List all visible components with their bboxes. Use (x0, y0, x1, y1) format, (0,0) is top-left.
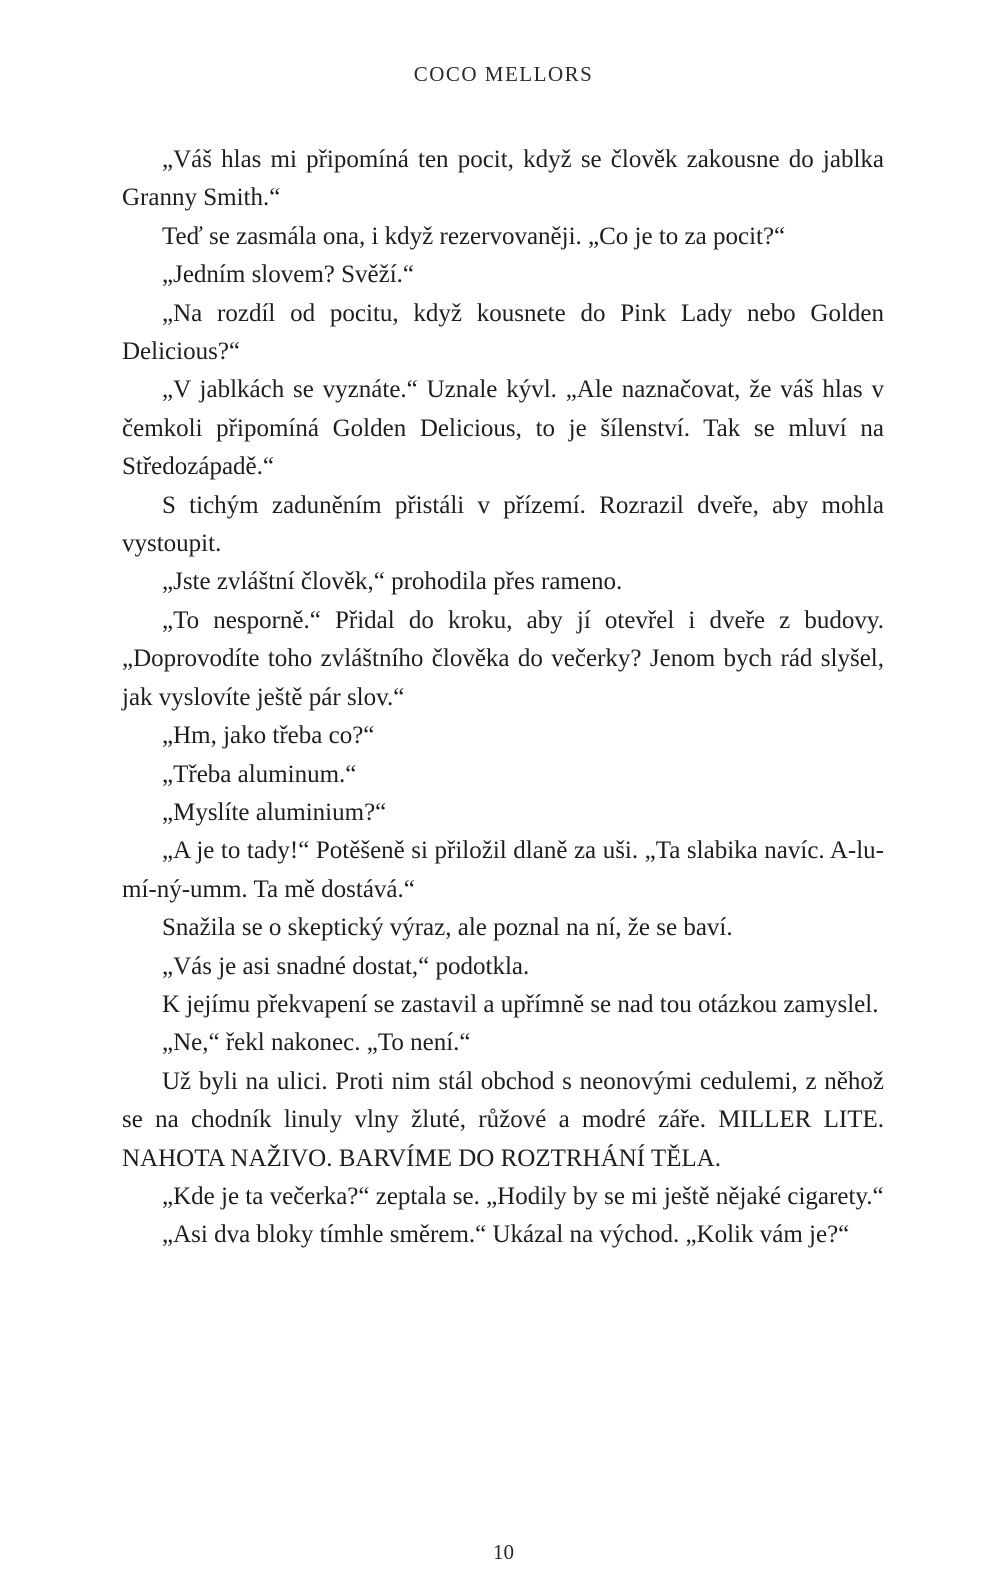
body-text (122, 141, 884, 1255)
paragraph: Teď se zasmála ona, i když rezervovaněji. „Co je to za pocit?“ (162, 222, 786, 250)
paragraph: „Myslíte aluminium?“ (162, 798, 387, 826)
paragraph: S tichým zaduněním přistáli v přízemí. Rozrazil dveře, aby mohla vystoupit. (122, 491, 884, 558)
paragraph: „Jste zvláštní člověk,“ prohodila přes rameno. (162, 568, 623, 596)
paragraph: K jejímu překvapení se zastavil a upřímně se nad tou otázkou zamyslel. (162, 990, 879, 1018)
paragraph: „Na rozdíl od pocitu, když kousnete do Pink Lady nebo Golden Delicious?“ (122, 299, 884, 366)
paragraph: Snažila se o skeptický výraz, ale poznal na ní, že se baví. (162, 914, 733, 942)
page-number: 10 (493, 1540, 514, 1564)
paragraph: „Ne,“ řekl nakonec. „To není.“ (162, 1029, 471, 1057)
paragraph: „Vás je asi snadné dostat,“ podotkla. (162, 952, 530, 980)
paragraph: Už byli na ulici. Proti nim stál obchod s neonovými cedulemi, z něhož se na chodník linuly vlny žluté, růžové a modré záře. MILLER LITE. NAHOTA NAŽIVO. BARVÍME DO ROZTRHÁNÍ TĚLA. (122, 1067, 884, 1172)
paragraph: „Kde je ta večerka?“ zeptala se. „Hodily by se mi ještě nějaké cigarety.“ (162, 1182, 884, 1210)
paragraph: „To nesporně.“ Přidal do kroku, aby jí otevřel i dveře z budovy. „Doprovodíte toho zvláštního člověka do večerky? Jenom bych rád slyšel, jak vyslovíte ještě pár slov.“ (122, 606, 884, 711)
running-head: COCO MELLORS (413, 62, 594, 86)
paragraph: „A je to tady!“ Potěšeně si přiložil dlaně za uši. „Ta slabika navíc. A-lu-mí-ný-umm. Ta mě dostává.“ (122, 837, 884, 903)
paragraph: „Jedním slovem? Svěží.“ (162, 261, 415, 289)
paragraph: „Asi dva bloky tímhle směrem.“ Ukázal na východ. „Kolik vám je?“ (162, 1221, 850, 1249)
paragraph: „Váš hlas mi připomíná ten pocit, když se člověk zakousne do jablka Granny Smith.“ (122, 146, 884, 212)
paragraph: „Hm, jako třeba co?“ (162, 722, 375, 750)
paragraph: „Třeba aluminum.“ (162, 760, 357, 788)
paragraph: „V jablkách se vyznáte.“ Uznale kývl. „Ale naznačovat, že váš hlas v čemkoli připomíná Golden Delicious, to je šílenství. Tak se mluví na Středozápadě.“ (122, 376, 884, 481)
